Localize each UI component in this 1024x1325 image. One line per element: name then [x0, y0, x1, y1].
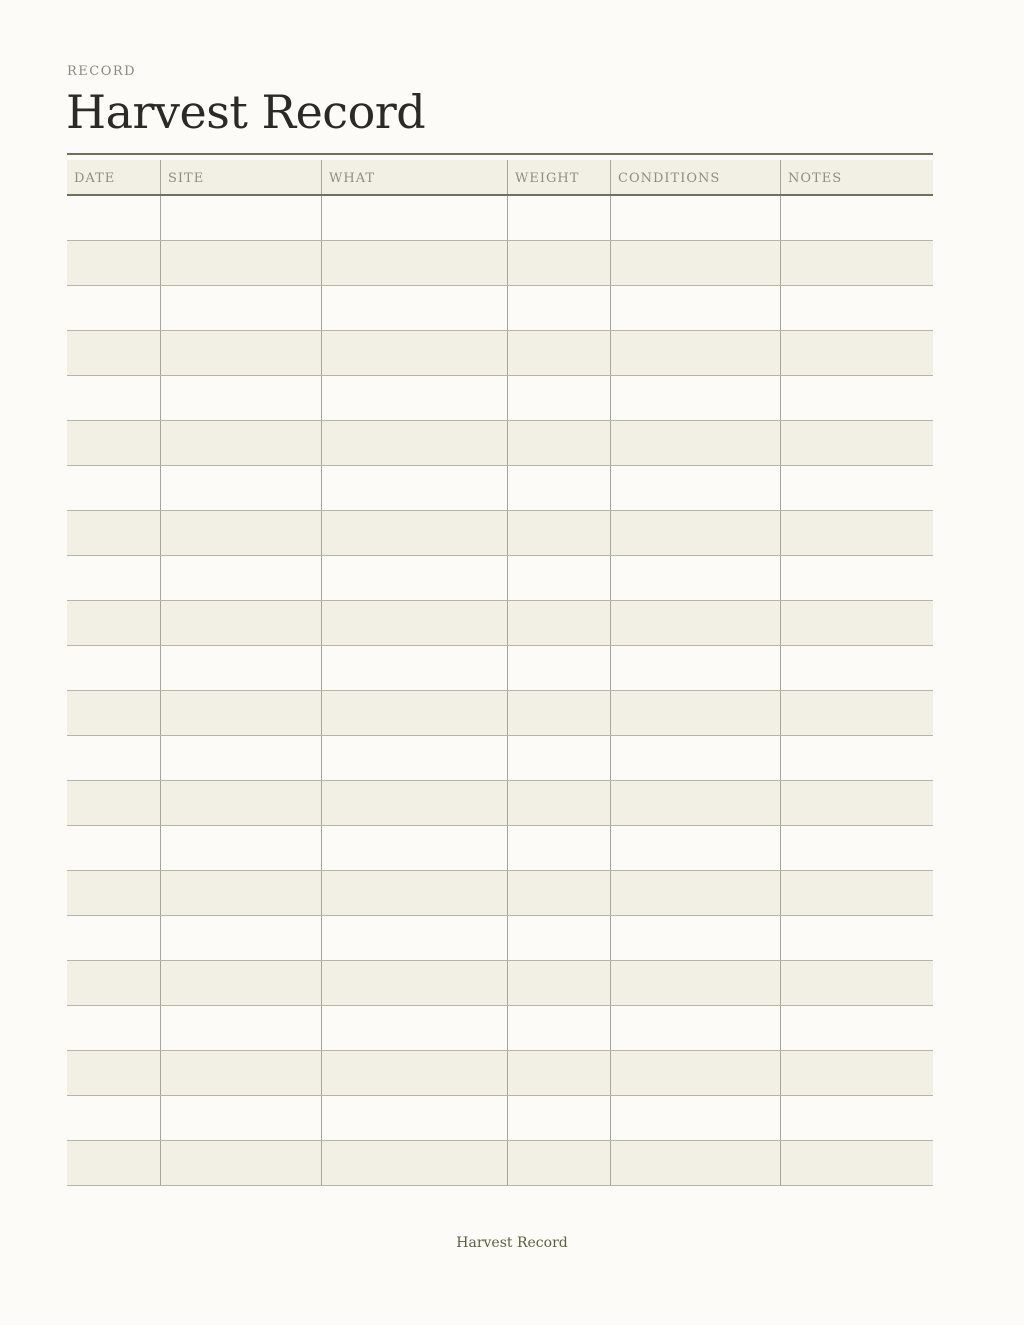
table-cell-what[interactable] [321, 511, 507, 555]
table-cell-what[interactable] [321, 961, 507, 1005]
table-cell-notes[interactable] [780, 421, 933, 465]
table-cell-conditions[interactable] [610, 1006, 780, 1050]
table-cell-what[interactable] [321, 376, 507, 420]
table-cell-notes[interactable] [780, 781, 933, 825]
table-row [67, 286, 933, 331]
table-cell-site[interactable] [160, 961, 321, 1005]
table-cell-what[interactable] [321, 1096, 507, 1140]
table-cell-conditions[interactable] [610, 421, 780, 465]
table-cell-site[interactable] [160, 646, 321, 690]
table-cell-what[interactable] [321, 421, 507, 465]
table-cell-weight[interactable] [507, 916, 610, 960]
table-cell-site[interactable] [160, 1051, 321, 1095]
table-row [67, 961, 933, 1006]
table-cell-notes[interactable] [780, 286, 933, 330]
table-cell-date[interactable] [67, 916, 160, 960]
table-cell-conditions[interactable] [610, 466, 780, 510]
table-cell-date[interactable] [67, 421, 160, 465]
table-cell-what[interactable] [321, 871, 507, 915]
table-cell-site[interactable] [160, 331, 321, 375]
table-cell-weight[interactable] [507, 286, 610, 330]
table-cell-weight[interactable] [507, 736, 610, 780]
column-header-site: SITE [160, 160, 321, 194]
table-cell-site[interactable] [160, 421, 321, 465]
title-rule [67, 153, 933, 155]
table-cell-site[interactable] [160, 196, 321, 240]
table-cell-site[interactable] [160, 916, 321, 960]
table-header [67, 160, 933, 196]
table-row [67, 1051, 933, 1096]
table-cell-conditions[interactable] [610, 331, 780, 375]
table-cell-date[interactable] [67, 826, 160, 870]
table-cell-conditions[interactable] [610, 241, 780, 285]
table-cell-weight[interactable] [507, 241, 610, 285]
table-cell-conditions[interactable] [610, 736, 780, 780]
table-cell-notes[interactable] [780, 196, 933, 240]
table-cell-weight[interactable] [507, 646, 610, 690]
table-row [67, 601, 933, 646]
page-footer: Harvest Record [456, 1235, 568, 1251]
table-cell-date[interactable] [67, 1141, 160, 1185]
table-cell-notes[interactable] [780, 1051, 933, 1095]
table-cell-weight[interactable] [507, 691, 610, 735]
table-cell-date[interactable] [67, 466, 160, 510]
table-cell-notes[interactable] [780, 736, 933, 780]
table-row [67, 1006, 933, 1051]
page-title: Harvest Record [66, 85, 426, 139]
table-cell-weight[interactable] [507, 421, 610, 465]
table-cell-conditions[interactable] [610, 646, 780, 690]
table-cell-site[interactable] [160, 871, 321, 915]
table-row [67, 331, 933, 376]
table-cell-weight[interactable] [507, 961, 610, 1005]
table-cell-what[interactable] [321, 601, 507, 645]
table-cell-notes[interactable] [780, 331, 933, 375]
table-row [67, 916, 933, 961]
table-cell-conditions[interactable] [610, 286, 780, 330]
table-cell-date[interactable] [67, 961, 160, 1005]
table-cell-conditions[interactable] [610, 1096, 780, 1140]
table-cell-site[interactable] [160, 511, 321, 555]
table-cell-what[interactable] [321, 1051, 507, 1095]
table-cell-notes[interactable] [780, 1096, 933, 1140]
table-cell-site[interactable] [160, 241, 321, 285]
table-cell-date[interactable] [67, 376, 160, 420]
table-row [67, 376, 933, 421]
table-cell-what[interactable] [321, 286, 507, 330]
table-cell-what[interactable] [321, 1141, 507, 1185]
harvest-table [67, 160, 933, 1186]
table-cell-what[interactable] [321, 466, 507, 510]
table-cell-notes[interactable] [780, 961, 933, 1005]
table-cell-notes[interactable] [780, 871, 933, 915]
table-cell-what[interactable] [321, 331, 507, 375]
table-cell-conditions[interactable] [610, 376, 780, 420]
table-cell-notes[interactable] [780, 691, 933, 735]
column-header-conditions: CONDITIONS [610, 160, 780, 194]
table-cell-site[interactable] [160, 466, 321, 510]
table-cell-weight[interactable] [507, 781, 610, 825]
table-row [67, 871, 933, 916]
table-cell-date[interactable] [67, 1006, 160, 1050]
table-cell-notes[interactable] [780, 556, 933, 600]
table-row [67, 241, 933, 286]
table-cell-notes[interactable] [780, 1006, 933, 1050]
table-cell-site[interactable] [160, 376, 321, 420]
table-cell-what[interactable] [321, 556, 507, 600]
table-cell-weight[interactable] [507, 1051, 610, 1095]
table-cell-what[interactable] [321, 736, 507, 780]
table-cell-date[interactable] [67, 1096, 160, 1140]
table-cell-notes[interactable] [780, 646, 933, 690]
table-cell-site[interactable] [160, 826, 321, 870]
table-cell-weight[interactable] [507, 331, 610, 375]
table-cell-notes[interactable] [780, 511, 933, 555]
table-cell-site[interactable] [160, 1006, 321, 1050]
table-cell-date[interactable] [67, 601, 160, 645]
table-cell-what[interactable] [321, 916, 507, 960]
table-cell-date[interactable] [67, 646, 160, 690]
table-cell-notes[interactable] [780, 916, 933, 960]
table-row [67, 556, 933, 601]
table-cell-weight[interactable] [507, 871, 610, 915]
column-header-what: WHAT [321, 160, 507, 194]
table-cell-date[interactable] [67, 736, 160, 780]
table-cell-weight[interactable] [507, 556, 610, 600]
table-cell-date[interactable] [67, 511, 160, 555]
table-cell-site[interactable] [160, 601, 321, 645]
table-cell-conditions[interactable] [610, 511, 780, 555]
column-header-weight: WEIGHT [507, 160, 610, 194]
table-cell-weight[interactable] [507, 1006, 610, 1050]
eyebrow-label: RECORD [67, 64, 137, 79]
table-cell-site[interactable] [160, 556, 321, 600]
table-cell-conditions[interactable] [610, 781, 780, 825]
table-row [67, 466, 933, 511]
table-cell-weight[interactable] [507, 511, 610, 555]
table-cell-what[interactable] [321, 241, 507, 285]
table-cell-what[interactable] [321, 691, 507, 735]
table-cell-conditions[interactable] [610, 601, 780, 645]
table-cell-site[interactable] [160, 781, 321, 825]
table-cell-conditions[interactable] [610, 916, 780, 960]
table-row [67, 826, 933, 871]
table-cell-conditions[interactable] [610, 1141, 780, 1185]
table-cell-what[interactable] [321, 781, 507, 825]
table-cell-site[interactable] [160, 736, 321, 780]
table-body [67, 196, 933, 1186]
table-cell-conditions[interactable] [610, 826, 780, 870]
table-cell-what[interactable] [321, 1006, 507, 1050]
table-cell-date[interactable] [67, 871, 160, 915]
table-row [67, 691, 933, 736]
table-cell-date[interactable] [67, 781, 160, 825]
table-row [67, 511, 933, 556]
table-cell-notes[interactable] [780, 241, 933, 285]
table-cell-conditions[interactable] [610, 556, 780, 600]
table-cell-notes[interactable] [780, 601, 933, 645]
table-row [67, 736, 933, 781]
table-cell-weight[interactable] [507, 826, 610, 870]
table-cell-conditions[interactable] [610, 691, 780, 735]
table-cell-date[interactable] [67, 286, 160, 330]
table-cell-conditions[interactable] [610, 871, 780, 915]
table-cell-date[interactable] [67, 196, 160, 240]
table-cell-site[interactable] [160, 286, 321, 330]
table-cell-notes[interactable] [780, 826, 933, 870]
table-cell-conditions[interactable] [610, 961, 780, 1005]
column-header-notes: NOTES [780, 160, 933, 194]
table-cell-what[interactable] [321, 826, 507, 870]
table-cell-weight[interactable] [507, 376, 610, 420]
table-cell-site[interactable] [160, 691, 321, 735]
table-cell-what[interactable] [321, 646, 507, 690]
table-cell-notes[interactable] [780, 466, 933, 510]
table-cell-date[interactable] [67, 1051, 160, 1095]
table-row [67, 781, 933, 826]
table-row [67, 196, 933, 241]
table-cell-weight[interactable] [507, 196, 610, 240]
table-cell-what[interactable] [321, 196, 507, 240]
table-cell-date[interactable] [67, 241, 160, 285]
table-cell-notes[interactable] [780, 376, 933, 420]
table-cell-weight[interactable] [507, 466, 610, 510]
table-cell-notes[interactable] [780, 1141, 933, 1185]
table-cell-weight[interactable] [507, 601, 610, 645]
table-cell-site[interactable] [160, 1096, 321, 1140]
column-header-date: DATE [74, 171, 116, 186]
table-cell-conditions[interactable] [610, 196, 780, 240]
table-cell-weight[interactable] [507, 1096, 610, 1140]
table-cell-site[interactable] [160, 1141, 321, 1185]
table-cell-date[interactable] [67, 331, 160, 375]
table-row [67, 1141, 933, 1186]
table-row [67, 1096, 933, 1141]
table-cell-date[interactable] [67, 556, 160, 600]
table-row [67, 421, 933, 466]
table-cell-conditions[interactable] [610, 1051, 780, 1095]
table-cell-weight[interactable] [507, 1141, 610, 1185]
table-row [67, 646, 933, 691]
table-cell-date[interactable] [67, 691, 160, 735]
